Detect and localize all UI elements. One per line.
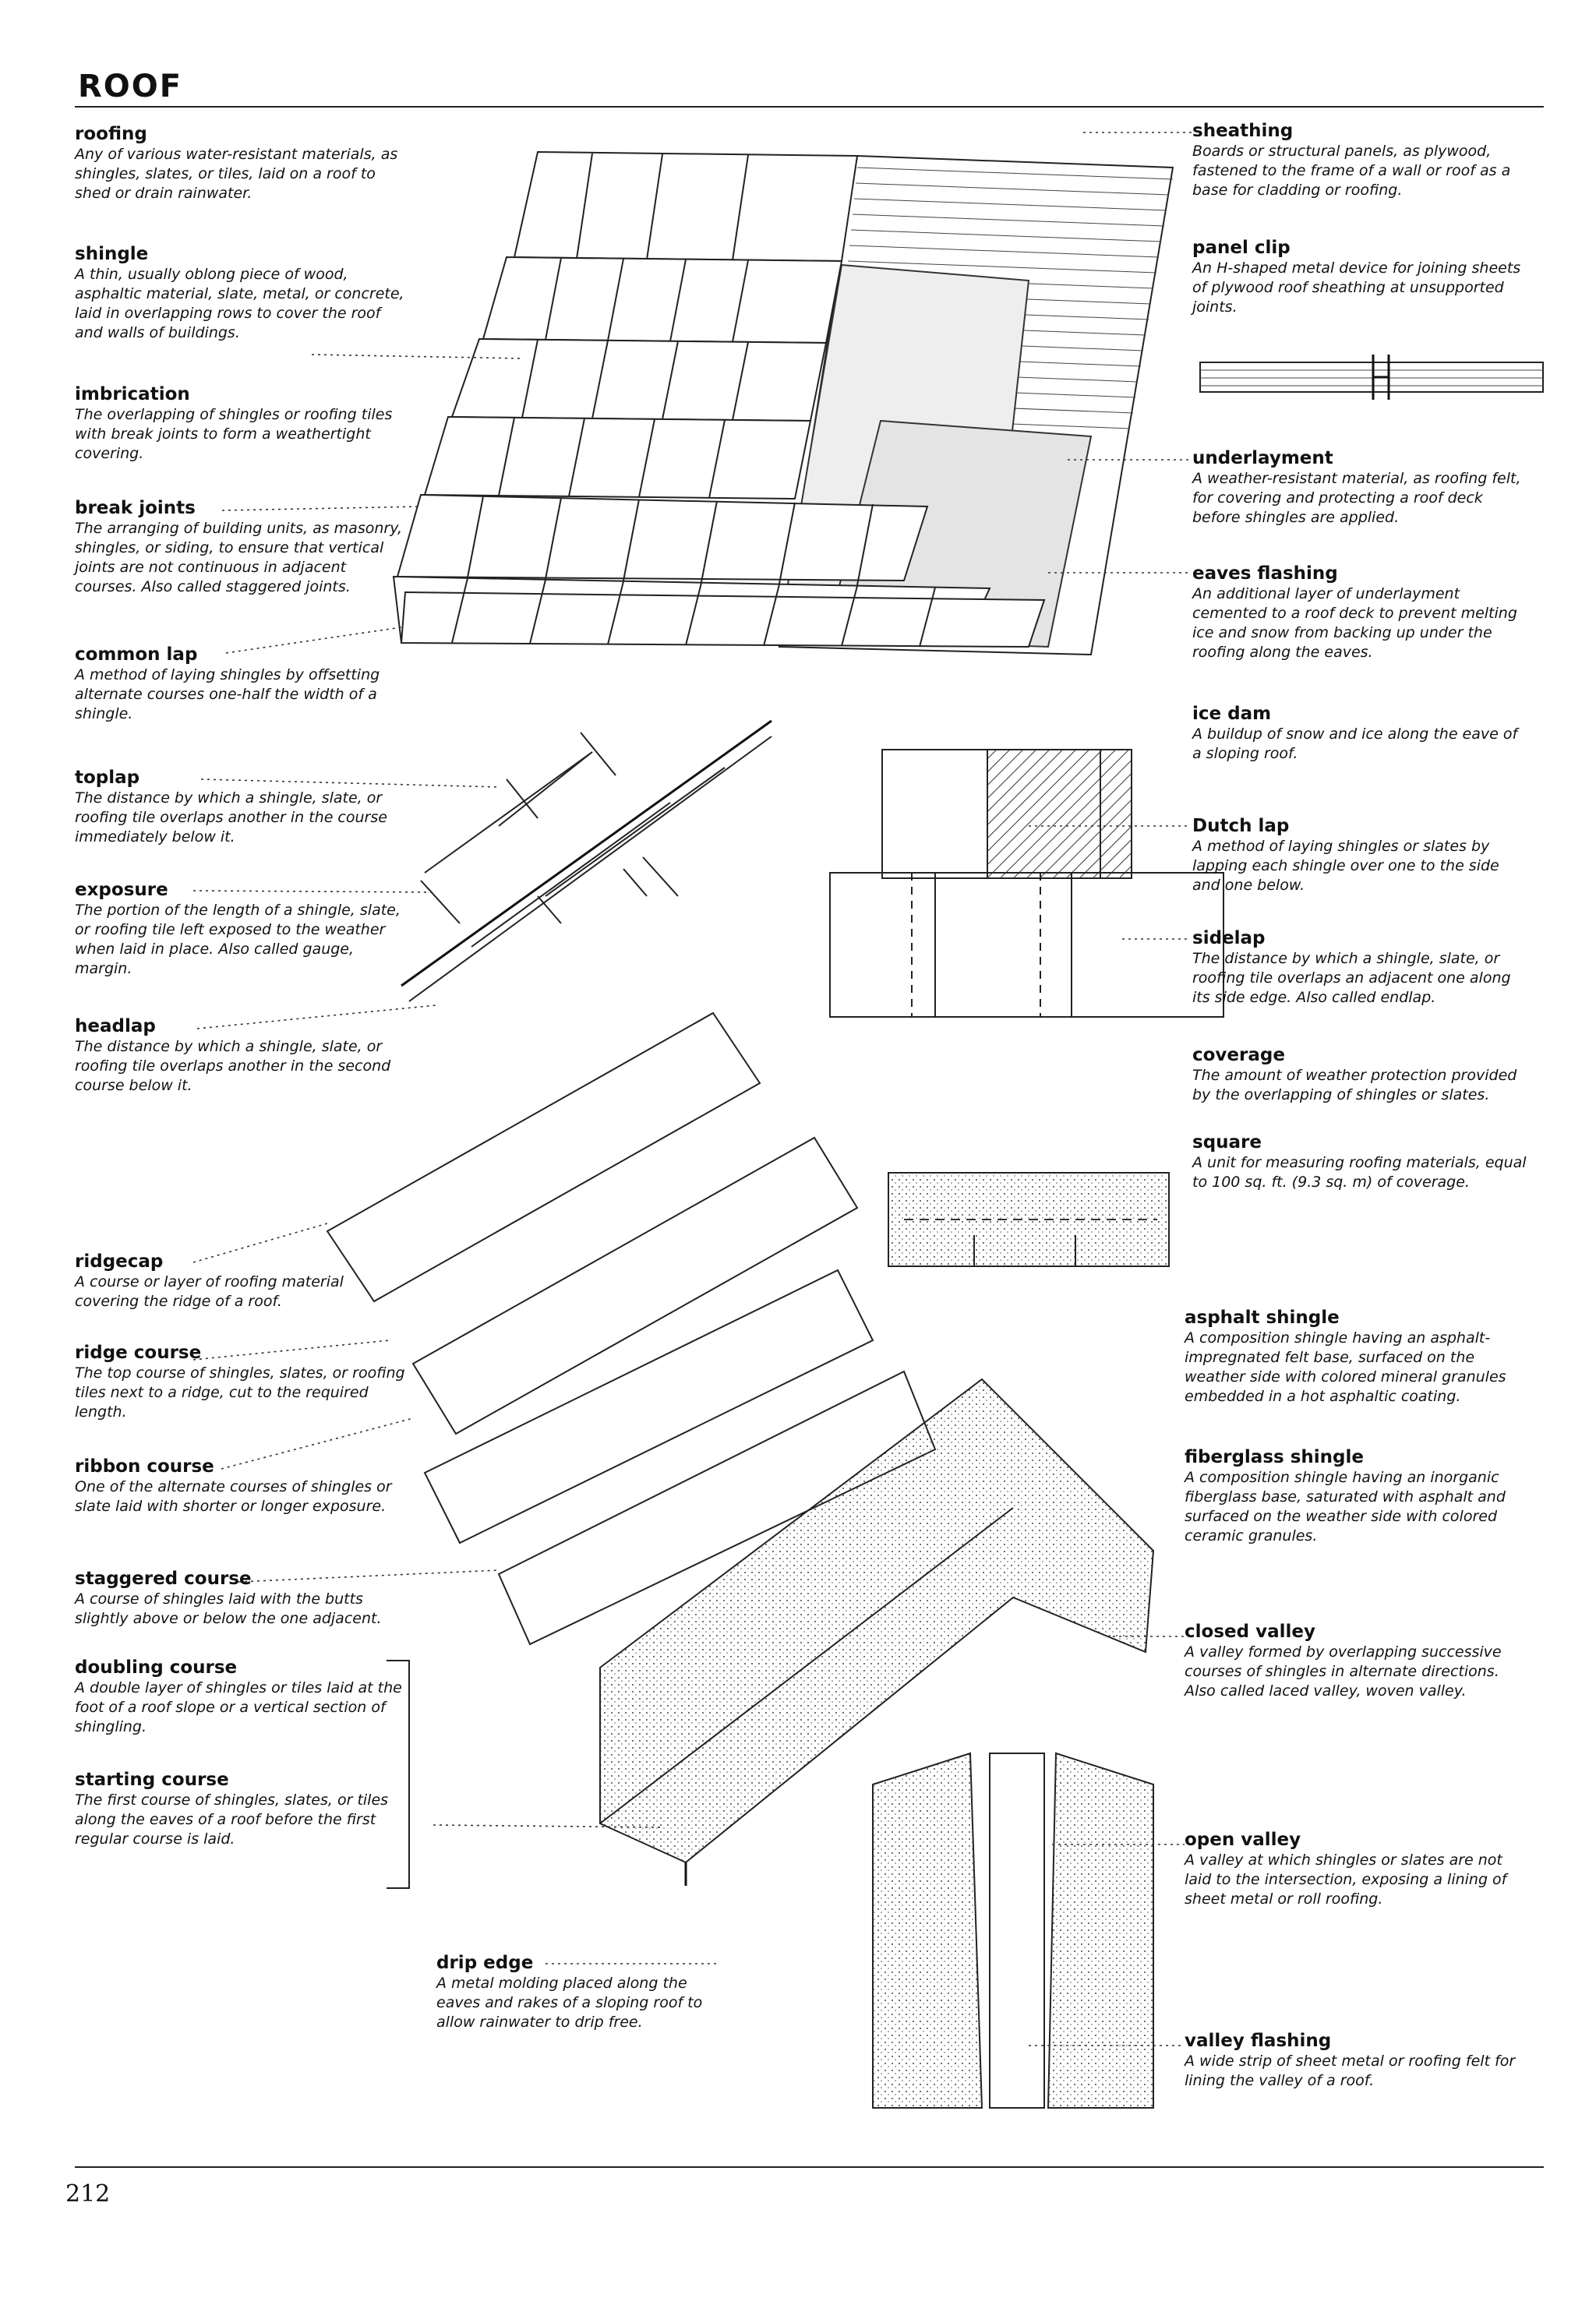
term-label: fiberglass shingle — [1185, 1447, 1364, 1467]
entry-open-valley — [1185, 1829, 1520, 1909]
page-title: ROOF — [78, 69, 183, 104]
asphalt-shingle-drawing — [888, 1173, 1169, 1266]
definition-text: The first course of shingles, slates, or tiles along the eaves of a roof before the first regular course is laid. — [75, 1791, 389, 1848]
entry-imbrication — [75, 383, 410, 464]
entry-coverage — [1192, 1044, 1527, 1105]
term-label: toplap — [75, 768, 140, 788]
definition-text: A buildup of snow and ice along the eave of a sloping roof. — [1192, 725, 1518, 762]
footer-rule — [75, 2166, 1544, 2168]
entry-toplap — [75, 767, 410, 847]
entry-panel-clip — [1192, 237, 1527, 317]
term-label: exposure — [75, 880, 168, 900]
term-label: ridge course — [75, 1343, 202, 1363]
definition-text: A thin, usually oblong piece of wood, asphaltic material, slate, metal, or concrete, laid in overlapping rows to cover the roof and walls of buildings. — [75, 266, 404, 341]
definition-text: The top course of shingles, slates, or roofing tiles next to a ridge, cut to the required length. — [75, 1364, 405, 1421]
term-label: shingle — [75, 244, 149, 264]
entry-roofing — [75, 123, 410, 203]
term-label: eaves flashing — [1192, 563, 1338, 584]
entry-eaves-flashing — [1192, 563, 1527, 662]
term-label: sheathing — [1192, 121, 1294, 141]
term-label: open valley — [1185, 1830, 1301, 1850]
entry-shingle — [75, 243, 410, 343]
term-label: roofing — [75, 124, 147, 144]
definition-text: The overlapping of shingles or roofing tiles with break joints to form a weathertight covering. — [75, 406, 393, 462]
lap-cross-section — [401, 721, 772, 1001]
definition-text: The distance by which a shingle, slate, or roofing tile overlaps an adjacent one along its side edge. Also called endlap. — [1192, 950, 1511, 1006]
entry-headlap — [75, 1015, 410, 1096]
definition-text: One of the alternate courses of shingles or slate laid with shorter or longer exposure. — [75, 1478, 392, 1515]
entry-ribbon-course — [75, 1456, 410, 1516]
entry-ice-dam — [1192, 703, 1527, 764]
term-label: ice dam — [1192, 704, 1272, 724]
definition-text: A composition shingle having an asphalt-impregnated felt base, surfaced on the weather side with colored mineral granules embedded in a hot asphaltic coating. — [1185, 1329, 1506, 1405]
term-label: valley flashing — [1185, 2031, 1332, 2051]
term-label: ribbon course — [75, 1456, 214, 1477]
definition-text: A metal molding placed along the eaves and rakes of a sloping roof to allow rainwater to drip free. — [436, 1975, 703, 2031]
entry-square — [1192, 1131, 1527, 1192]
term-label: staggered course — [75, 1569, 252, 1589]
page-number: 212 — [65, 2180, 111, 2208]
definition-text: A composition shingle having an inorganic fiberglass base, saturated with asphalt and surfaced on the weather side with colored ceramic granules. — [1185, 1469, 1506, 1544]
term-label: drip edge — [436, 1953, 534, 1973]
definition-text: A unit for measuring roofing materials, equal to 100 sq. ft. (9.3 sq. m) of coverage. — [1192, 1154, 1527, 1191]
definition-text: A wide strip of sheet metal or roofing felt for lining the valley of a roof. — [1185, 2053, 1516, 2089]
term-label: square — [1192, 1132, 1262, 1153]
entry-starting-course — [75, 1769, 410, 1849]
definition-text: A method of laying shingles by offsetting alternate courses one-half the width of a shingle. — [75, 666, 380, 722]
term-label: break joints — [75, 498, 196, 518]
entry-sidelap — [1192, 927, 1527, 1008]
course-bracket — [387, 1660, 410, 1889]
definition-text: A valley at which shingles or slates are not laid to the intersection, exposing a lining of sheet metal or roll roofing. — [1185, 1851, 1507, 1908]
entry-fiberglass-shingle — [1185, 1446, 1520, 1546]
entry-ridge-course — [75, 1342, 410, 1422]
entry-staggered-course — [75, 1568, 410, 1629]
panel-clip-drawing — [1200, 355, 1543, 400]
definition-text: An additional layer of underlayment cemented to a roof deck to prevent melting ice and snow from backing up under the roofing along the eaves. — [1192, 585, 1517, 661]
term-label: underlayment — [1192, 448, 1333, 468]
definition-text: A valley formed by overlapping successive courses of shingles in alternate directions. Also called laced valley, woven valley. — [1185, 1643, 1502, 1700]
term-label: imbrication — [75, 384, 190, 404]
entry-common-lap — [75, 644, 410, 724]
definition-text: Boards or structural panels, as plywood, fastened to the frame of a wall or roof as a base for cladding or roofing. — [1192, 143, 1511, 199]
entry-drip-edge — [436, 1952, 733, 2032]
term-label: common lap — [75, 644, 198, 665]
definition-text: An H-shaped metal device for joining sheets of plywood roof sheathing at unsupported joints. — [1192, 259, 1521, 316]
entry-asphalt-shingle — [1185, 1307, 1520, 1407]
definition-text: Any of various water-resistant materials, as shingles, slates, or tiles, laid on a roof to shed or drain rainwater. — [75, 146, 398, 202]
dutch-lap-drawing — [830, 750, 1223, 1017]
entry-exposure — [75, 879, 410, 979]
entry-doubling-course — [75, 1657, 410, 1737]
entry-underlayment — [1192, 447, 1527, 528]
open-valley-drawing — [873, 1753, 1153, 2108]
definition-text: The distance by which a shingle, slate, or roofing tile overlaps another in the course immediately below it. — [75, 789, 387, 845]
term-label: coverage — [1192, 1045, 1285, 1065]
term-label: asphalt shingle — [1185, 1308, 1340, 1328]
definition-text: A course of shingles laid with the butts slightly above or below the one adjacent. — [75, 1590, 382, 1627]
definition-text: The arranging of building units, as masonry, shingles, or siding, to ensure that vertical joints are not continuous in adjacent courses. Also called staggered joints. — [75, 520, 403, 595]
definition-text: A weather-resistant material, as roofing felt, for covering and protecting a roof deck before shingles are applied. — [1192, 470, 1521, 526]
term-label: headlap — [75, 1016, 156, 1036]
entry-dutch-lap — [1192, 815, 1527, 895]
entry-sheathing — [1192, 120, 1527, 200]
definition-text: A double layer of shingles or tiles laid at the foot of a roof slope or a vertical section of shingling. — [75, 1679, 402, 1735]
entry-break-joints — [75, 497, 410, 597]
term-label: starting course — [75, 1770, 229, 1790]
term-label: ridgecap — [75, 1251, 164, 1272]
definition-text: The portion of the length of a shingle, slate, or roofing tile left exposed to the weather when laid in place. Also called gauge, margin. — [75, 902, 401, 977]
definition-text: The distance by which a shingle, slate, or roofing tile overlaps another in the second course below it. — [75, 1038, 391, 1094]
entry-ridgecap — [75, 1251, 410, 1311]
term-label: sidelap — [1192, 928, 1266, 948]
term-label: doubling course — [75, 1657, 238, 1678]
entry-valley-flashing — [1185, 2030, 1520, 2091]
definition-text: A course or layer of roofing material covering the ridge of a roof. — [75, 1273, 344, 1310]
term-label: panel clip — [1192, 238, 1291, 258]
term-label: Dutch lap — [1192, 816, 1290, 836]
entry-closed-valley — [1185, 1621, 1520, 1701]
shingle-roof-drawing — [394, 152, 1173, 655]
term-label: closed valley — [1185, 1622, 1315, 1642]
definition-text: The amount of weather protection provided by the overlapping of shingles or slates. — [1192, 1067, 1517, 1103]
definition-text: A method of laying shingles or slates by lapping each shingle over one to the side and one below. — [1192, 838, 1499, 894]
